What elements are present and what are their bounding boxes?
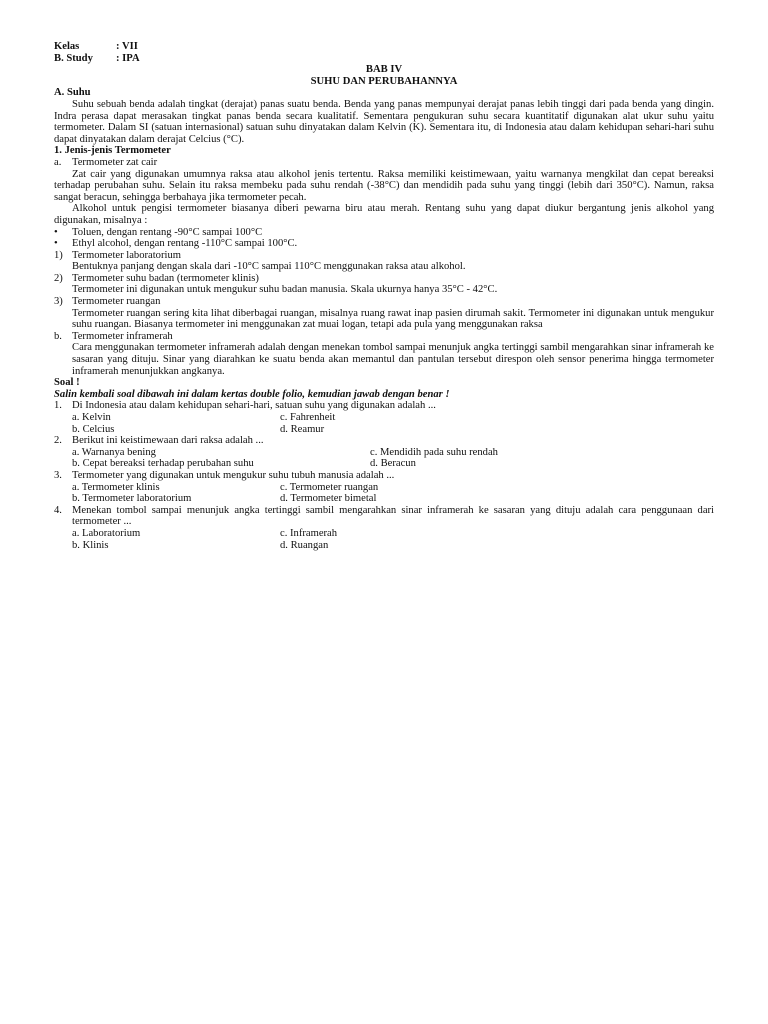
chapter-number: BAB IV bbox=[365, 64, 403, 76]
question-1-options-row-1: a. Kelvin c. Fahrenheit bbox=[72, 412, 336, 423]
item-3-text: Termometer ruangan sering kita lihat diberbagai ruangan, misalnya ruang rawat inap pasien dirumah sakit. Termometer ini digunakan untuk mengukur suhu ruangan. Biasanya termometer ini menggunakan zat muai logan, tetapi ada pula yang menggunakan raksa bbox=[72, 307, 714, 331]
item-2-title: 2) Termometer suhu badan (termometer klinis) bbox=[54, 272, 259, 284]
question-3-options-row-2: b. Termometer laboratorium d. Termometer bimetal bbox=[72, 493, 377, 505]
item-2-text: Termometer ini digunakan untuk mengukur suhu badan manusia. Skala ukurnya hanya 35°C - 42°C. bbox=[72, 284, 498, 296]
bullet-icon: • bbox=[54, 238, 58, 250]
soal-heading: Soal ! bbox=[54, 377, 80, 389]
sub-a-paragraph-2: Alkohol untuk pengisi termometer biasanya diberi pewarna biru atau merah. Rentang suhu yang dapat diukur bergantung jenis alkohol yang digunakan, misalnya : bbox=[54, 203, 714, 226]
study-value: : IPA bbox=[116, 52, 140, 64]
chapter-title: SUHU DAN PERUBAHANNYA bbox=[310, 75, 458, 87]
item-1-text: Bentuknya panjang dengan skala dari -10°C sampai 110°C menggunakan raksa atau alkohol. bbox=[72, 261, 466, 273]
question-2-options-row-1: a. Warnanya bening c. Mendidih pada suhu rendah bbox=[72, 446, 498, 458]
document-page bbox=[54, 41, 714, 551]
sub-a-paragraph-1: Zat cair yang digunakan umumnya raksa atau alkohol jenis tertentu. Raksa memiliki keistimewaan, yaitu warnanya mengkilat dan cepat bereaksi terhadap perubahan suhu. Selain itu raksa membeku pada suhu rendah (-38°C) dan mendidih pada suhu yang tinggi (lebih dari 350°C). Namun, raksa sangat beracun, sehingga berbahaya jika termometer pecah. bbox=[54, 168, 714, 203]
bullet-icon: • bbox=[54, 226, 58, 238]
header-study bbox=[54, 53, 714, 65]
section-a-paragraph: Suhu sebuah benda adalah tingkat (derajat) panas suatu benda. Benda yang panas mempunyai derajat panas lebih tinggi dari pada benda yang dingin. Indra perasa dapat merasakan tingkat panas benda secara kualitatif. Sementara pengukuran suhu secara kuantitatif digunakan alat ukur suhu yaitu termometer. Dalam SI (satuan internasional) satuan suhu dinyatakan dalam Kelvin (K). Sementara itu, di Indonesia atau dalam kehidupan sehari-hari suhu dapat dinyatakan dalam derajat Celcius (°C). bbox=[54, 98, 714, 145]
kelas-label: Kelas bbox=[54, 41, 80, 52]
question-2-options-row-2: b. Cepat bereaksi terhadap perubahan suhu d. Beracun bbox=[72, 458, 416, 470]
item-3-title: 3) Termometer ruangan bbox=[54, 296, 161, 308]
sub-b-text: Cara menggunakan termometer inframerah adalah dengan menekan tombol sampai menunjuk angka tertinggi sambil mengarahkan sinar inframerah ke sasaran yang dituju. Sinar yang diarahkan ke suatu benda akan memantul dan pantulan tersebut direspon oleh sensor penerima hingga termometer inframerah menunjukkan angkanya. bbox=[72, 342, 714, 377]
question-3: 3. Termometer yang digunakan untuk mengukur suhu tubuh manusia adalah ... bbox=[54, 469, 395, 481]
question-4-options-row-2: b. Klinis d. Ruangan bbox=[72, 539, 329, 551]
kelas-value: : VII bbox=[116, 41, 138, 52]
header-kelas bbox=[54, 41, 714, 53]
bullet-item: • Toluen, dengan rentang -90°C sampai 100°C bbox=[54, 226, 263, 238]
question-1: 1. Di Indonesia atau dalam kehidupan sehari-hari, satuan suhu yang digunakan adalah ... bbox=[54, 400, 436, 412]
bullet-item: • Ethyl alcohol, dengan rentang -110°C sampai 100°C. bbox=[54, 238, 298, 250]
sub-b-title: b. Termometer inframerah bbox=[54, 330, 173, 342]
question-2: 2. Berikut ini keistimewaan dari raksa adalah ... bbox=[54, 435, 264, 447]
item-1-title: 1) Termometer laboratorium bbox=[54, 249, 181, 261]
jenis-heading: 1. Jenis-jenis Termometer bbox=[54, 145, 171, 157]
question-1-options-row-2: b. Celcius d. Reamur bbox=[72, 423, 325, 435]
question-3-options-row-1: a. Termometer klinis c. Termometer ruangan bbox=[72, 481, 379, 493]
question-4-options-row-1: a. Laboratorium c. Inframerah bbox=[72, 527, 338, 539]
soal-instruction: Salin kembali soal dibawah ini dalam kertas double folio, kemudian jawab dengan benar ! bbox=[54, 388, 450, 400]
section-a-heading: A. Suhu bbox=[54, 87, 91, 99]
study-label: B. Study bbox=[54, 52, 93, 64]
question-4: 4. Menekan tombol sampai menunjuk angka tertinggi sambil mengarahkan sinar inframerah ke sasaran yang dituju adalah cara penggunaan dari termometer ... bbox=[54, 504, 714, 528]
sub-a-title: a. Termometer zat cair bbox=[54, 156, 158, 168]
